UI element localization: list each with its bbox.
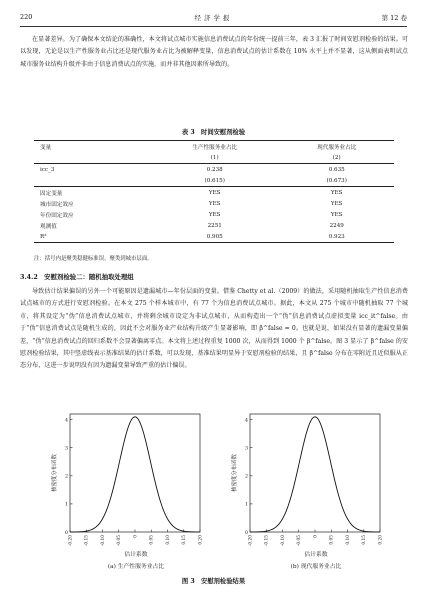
paragraph-intro: 在显著差异。为了确保本文结论的准确性，本文将试点城市实施信息消费试点的年份统一提前三年，表 3 汇报了时间安慰剂检验的结果。可以发现，无论是以生产性服务业占比还是现代服务业占比为被解释变量，信息消费试点的估计系数在 10% 水平上并不显著，这从侧面表明试点城市服务业结构升级并非由于信息消费试点的实施，而并非其他因素所导致的。 <box>20 36 408 68</box>
row-label: 固定变量 <box>40 190 63 197</box>
plot-frame <box>250 414 380 532</box>
y-tick-label: 2 <box>64 474 68 480</box>
x-tick-label: 0.15 <box>182 535 188 545</box>
table-cell: 2249 <box>329 222 344 229</box>
table-row <box>34 220 394 231</box>
table-cell: 0.905 <box>150 231 279 243</box>
regression-table <box>34 140 394 243</box>
column-header-1: 生产性服务业占比 <box>150 141 279 153</box>
issue-label: 第 12 卷 <box>381 14 407 22</box>
x-tick-label: 0 <box>133 535 139 538</box>
column-number-2: (2) <box>279 152 394 164</box>
journal-title: 经济学报 <box>194 14 233 22</box>
table-cell: 0.923 <box>279 231 394 243</box>
y-tick-label: 0 <box>244 530 248 536</box>
column-header-variable: 变量 <box>34 141 150 153</box>
table-header-row <box>34 141 394 153</box>
plot-frame <box>70 414 200 532</box>
running-header <box>20 12 407 27</box>
table-row <box>34 209 394 220</box>
table-row <box>34 198 394 209</box>
column-header-2: 现代服务业占比 <box>279 141 394 153</box>
x-tick-label: 0.20 <box>378 535 384 545</box>
table-note: 注：括号内是聚类稳健标准误，聚类到城市层面。 <box>34 256 153 262</box>
figure-panel-b <box>228 406 384 546</box>
table-cell: (0.673) <box>279 175 394 187</box>
y-tick-label: 1 <box>244 502 248 508</box>
density-chart-b <box>228 406 384 546</box>
density-curve <box>250 417 380 532</box>
x-axis-label-b: 估计系数 <box>304 552 328 558</box>
table-cell: (0.615) <box>150 175 279 187</box>
table-cell: YES <box>330 211 343 218</box>
x-tick-label: 0.05 <box>329 535 335 545</box>
x-tick-label: 0.10 <box>345 535 351 545</box>
x-tick-label: -0.15 <box>84 535 90 546</box>
y-tick-label: 0 <box>64 530 68 536</box>
table-row <box>34 231 394 243</box>
figure-caption: 图 3 安慰剂检验结果 <box>181 578 246 585</box>
table-row <box>34 175 394 187</box>
sub-caption-a: (a) 生产性服务业占比 <box>107 564 165 570</box>
table-cell: YES <box>330 200 343 207</box>
row-label: R² <box>34 231 150 243</box>
x-tick-label: -0.20 <box>68 535 74 546</box>
y-tick-label: 3 <box>64 446 68 452</box>
density-curve <box>70 417 200 532</box>
column-number-1: (1) <box>150 152 279 164</box>
y-tick-label: 4 <box>64 418 68 424</box>
x-tick-label: 0.05 <box>149 535 155 545</box>
section-heading: 3.4.2 安慰剂检验二：随机抽取处理组 <box>20 273 134 281</box>
x-tick-label: -0.15 <box>264 535 270 546</box>
x-tick-label: -0.10 <box>100 535 106 546</box>
paragraph-body: 导致估计结果偏误的另外一个可能原因是遗漏城市—年份层面的变量。借鉴 Chetty et al.（2009）的做法，采用随机抽取生产性信息消费试点城市的方式进行安慰剂检验。在本文 275 个样本城市中，有 77 个为信息消费试点城市。据此，本文从 275 个城市中随机抽取 77 个城市，将其设定为“伪”信息消费试点城市，并将剩余城市设定为非试点城市，从而构造出一个“伪”信息消费试点虚拟变量 icc_it^false。由于“伪”信息消费试点是随机生成的，因此不会对服务业产业结构升级产生显著影响，即 β^false = 0。也就是说，如果没有显著的遗漏变量偏差，“伪”信息消费试点的回归系数不会显著偏离零点。本文将上述过程重复 1000 次，从而得到 1000 个 β^false。图 3 显示了 β^false 的安慰剂检验结果，其中竖虚线表示基准结果的估计系数，可以发现，基准结果明显异于安慰剂检验的结果，且 β^false 分布在零附近且近似服从正态分布，这进一步说明没有因为遗漏变量导致严重的估计偏误。 <box>20 288 408 370</box>
y-tick-label: 4 <box>244 418 248 424</box>
x-tick-label: -0.05 <box>117 535 123 546</box>
figure-panel-a <box>48 406 204 546</box>
table-cell: YES <box>208 200 221 207</box>
table-cell: YES <box>208 189 221 196</box>
table-header-row <box>34 152 394 164</box>
row-label: 城市固定效应 <box>40 201 74 208</box>
y-axis-label: 核密度分布函数 <box>52 454 58 492</box>
x-tick-label: 0.15 <box>362 535 368 545</box>
table-cell: YES <box>330 189 343 196</box>
table-row <box>34 187 394 199</box>
y-tick-label: 2 <box>244 474 248 480</box>
table-cell: 2251 <box>207 222 222 229</box>
row-label: 年份固定效应 <box>40 212 74 219</box>
y-tick-label: 3 <box>244 446 248 452</box>
row-label: 观测值 <box>40 223 57 230</box>
density-chart-a <box>48 406 204 546</box>
table-cell: 0.238 <box>206 166 223 173</box>
x-tick-label: 0.20 <box>198 535 204 545</box>
table-row <box>34 164 394 176</box>
x-tick-label: 0.10 <box>165 535 171 545</box>
y-tick-label: 1 <box>64 502 68 508</box>
x-tick-label: -0.10 <box>280 535 286 546</box>
page-number: 220 <box>20 13 33 21</box>
table-caption: 表 3 时间安慰剂检验 <box>181 129 246 136</box>
row-label: icc_3 <box>40 166 55 173</box>
table-cell: YES <box>208 211 221 218</box>
x-tick-label: 0 <box>313 535 319 538</box>
table-cell: 0.635 <box>328 166 345 173</box>
y-axis-label: 核密度分布函数 <box>232 454 238 492</box>
sub-caption-b: (b) 现代服务业占比 <box>290 564 342 570</box>
x-axis-label-a: 估计系数 <box>124 552 148 558</box>
x-tick-label: -0.20 <box>248 535 254 546</box>
x-tick-label: -0.05 <box>297 535 303 546</box>
